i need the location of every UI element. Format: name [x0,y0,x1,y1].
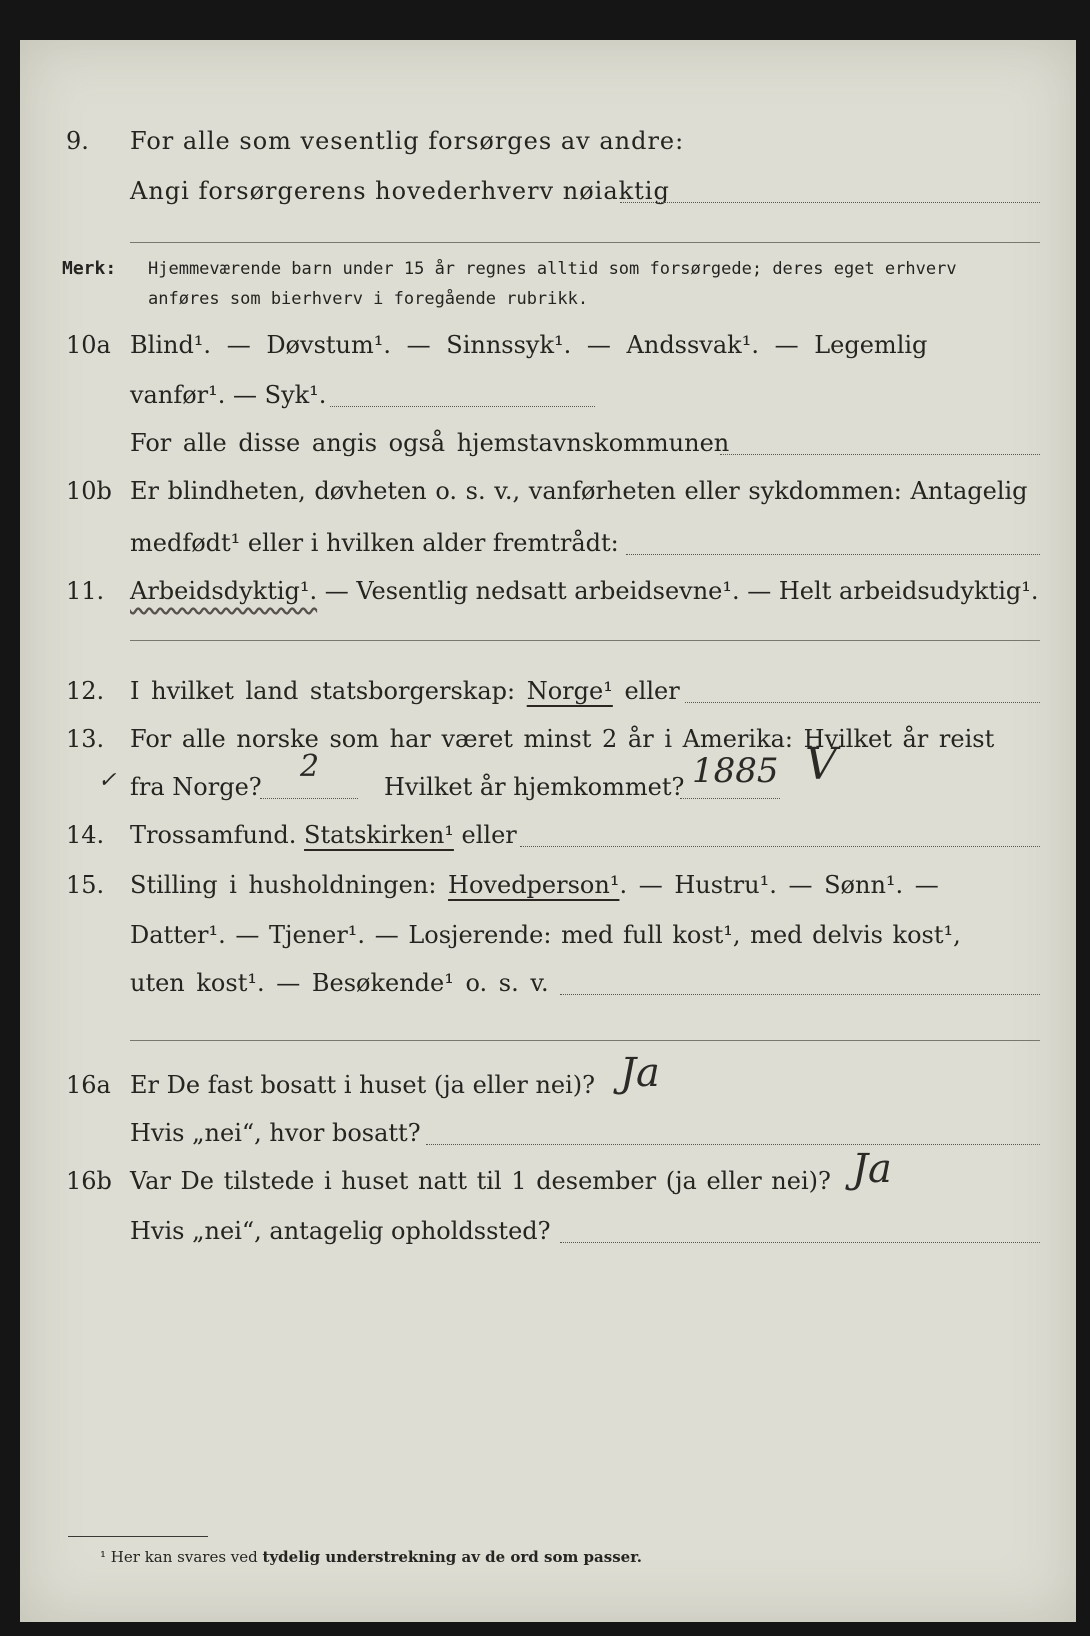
option-arbeidsdyktig[interactable]: Arbeidsdyktig¹. [130,577,318,605]
handwritten-answer-reist: 2 [300,749,320,784]
footnote-bold-text: tydelig understrekning av de ord som passer. [262,1548,642,1566]
question-text: Er De fast bosatt i huset (ja eller nei)? [130,1071,596,1099]
note-text: Hjemmeværende barn under 15 år regnes alltid som forsørgede; deres eget erhverv [148,259,957,279]
question-suffix: . — Hustru¹. — Sønn¹. — [619,871,939,899]
options-rest: — Vesentlig nedsatt arbeidsevne¹. — Helt arbeidsudyktig¹. [317,577,1039,605]
question-text: Hvilket år hjemkommet? [384,773,685,801]
question-text: Datter¹. — Tjener¹. — Losjerende: med full kost¹, med delvis kost¹, [130,921,961,949]
handwritten-answer-hjemkommet: 1885 [692,751,779,791]
question-text: uten kost¹. — Besøkende¹ o. s. v. [130,969,549,997]
question-text: For alle norske som har været minst 2 år i Amerika: Hvilket år reist [130,725,995,753]
question-text [130,576,1039,606]
answer-line-hjemkommet[interactable] [680,798,780,799]
question-number: 10b [66,477,112,505]
question-prefix: Trossamfund. [130,821,305,849]
question-text [130,676,680,706]
answer-line[interactable] [720,454,1040,455]
answer-line[interactable] [560,1242,1040,1243]
question-prefix: Stilling i husholdningen: [130,871,449,899]
question-text: For alle som vesentlig forsørges av andre: [130,127,685,155]
question-text: vanfør¹. — Syk¹. [130,381,327,409]
margin-check-mark: ✓ [98,768,117,793]
question-text: For alle disse angis også hjemstavnskommunen [130,429,730,457]
question-suffix: eller [612,677,680,705]
question-number: 10a [66,331,111,359]
question-text: Hvis „nei“, antagelig opholdssted? [130,1217,551,1245]
question-prefix: I hvilket land statsborgerskap: [130,677,527,705]
option-norge[interactable]: Norge¹ [526,677,613,705]
footnote-divider [68,1536,208,1537]
question-text: Hvis „nei“, hvor bosatt? [130,1119,421,1147]
question-number: 14. [66,821,105,849]
answer-line[interactable] [330,406,595,407]
option-statskirken[interactable]: Statskirken¹ [304,821,454,849]
answer-line[interactable] [685,702,1040,703]
option-hovedperson[interactable]: Hovedperson¹ [448,871,620,899]
handwritten-answer: Ja [620,1050,660,1096]
question-number: 15. [66,871,105,899]
question-text: Var De tilstede i huset natt til 1 desember (ja eller nei)? [130,1167,831,1195]
question-number: 11. [66,577,105,605]
answer-line[interactable] [626,554,1040,555]
census-form-page [20,40,1076,1622]
question-number: 9. [66,127,89,155]
question-suffix: eller [453,821,517,849]
question-text [130,820,517,850]
note-label: Merk: [62,258,117,279]
question-number: 16a [66,1071,111,1099]
answer-line[interactable] [426,1144,1040,1145]
footnote [100,1548,642,1566]
question-text: Blind¹. — Døvstum¹. — Sinnssyk¹. — Andssvak¹. — Legemlig [130,331,928,359]
footnote-mark: ¹ [100,1548,107,1566]
answer-line[interactable] [620,202,1040,203]
question-text: Er blindheten, døvheten o. s. v., vanførheten eller sykdommen: Antagelig [130,477,1028,505]
answer-line-reist[interactable] [260,798,358,799]
question-text [130,870,939,900]
note-text: anføres som bierhverv i foregående rubrikk. [148,289,589,309]
handwritten-check-mark: V [805,739,837,790]
question-number: 16b [66,1167,112,1195]
question-text: fra Norge? [130,773,262,801]
answer-line[interactable] [520,846,1040,847]
question-text: medfødt¹ eller i hvilken alder fremtrådt: [130,529,619,557]
handwritten-answer: Ja [852,1146,892,1192]
footnote-text: Her kan svares ved [110,1548,263,1566]
answer-line[interactable] [130,242,1040,243]
question-text: Angi forsørgerens hovederhverv nøiaktig [130,177,670,205]
question-number: 13. [66,725,105,753]
answer-line[interactable] [130,640,1040,641]
answer-line[interactable] [560,994,1040,995]
question-number: 12. [66,677,105,705]
answer-line[interactable] [130,1040,1040,1041]
